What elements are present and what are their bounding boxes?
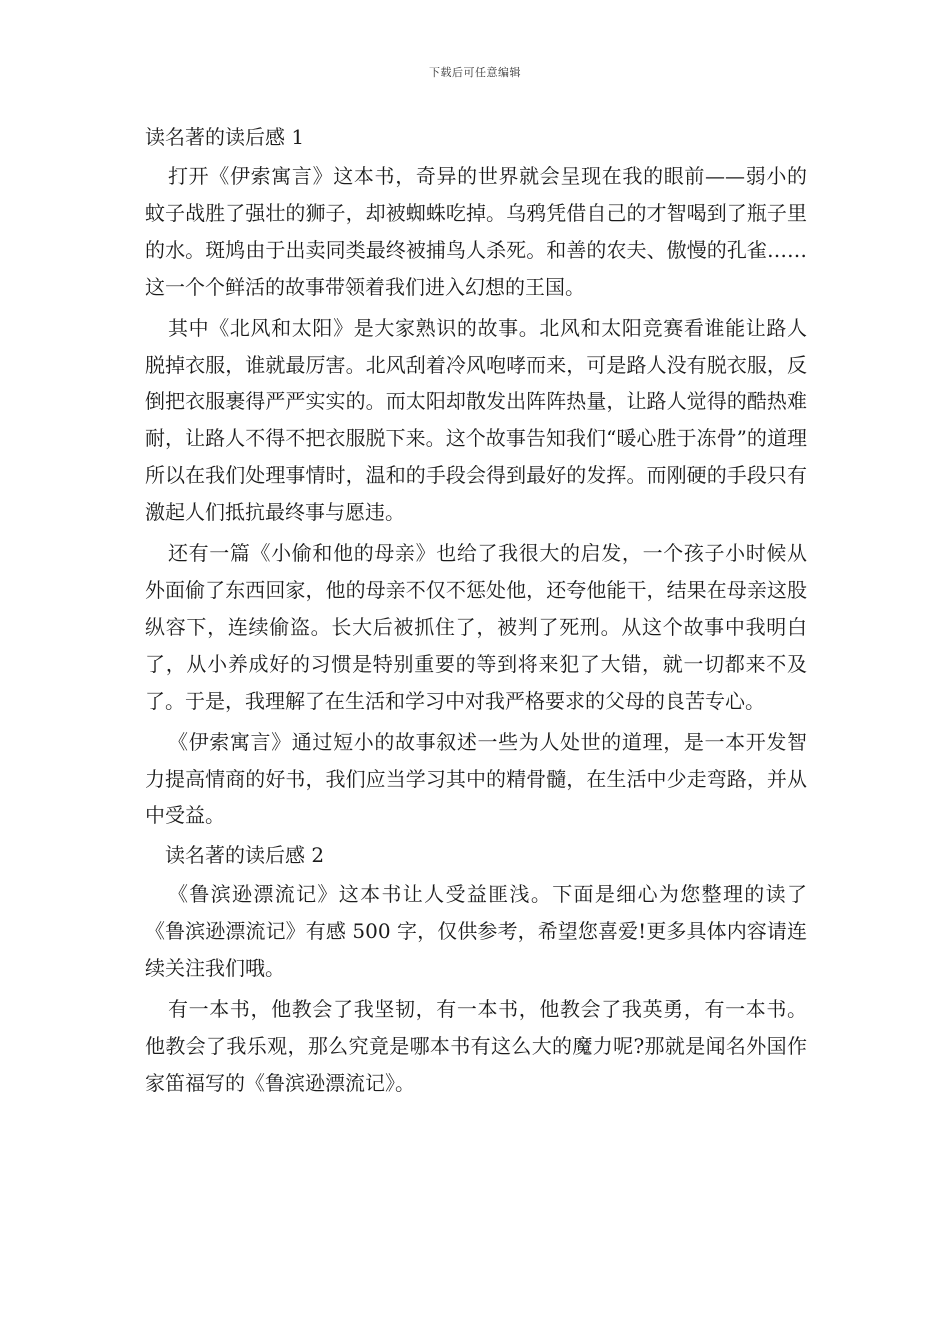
section-2-title: 读名著的读后感 2	[165, 843, 325, 868]
section-1-paragraph-2: 其中《北风和太阳》是大家熟识的故事。北风和太阳竞赛看谁能让路人脱掉衣服，谁就最厉害。北风刮着冷风咆哮而来，可是路人没有脱衣服，反倒把衣服裹得严严实实的。而太阳却散发出阵阵热量，让路人觉得的酷热难耐，让路人不得不把衣服脱下来。这个故事告知我们“暖心胜于冻骨”的道理所以在我们处理事情时，温和的手段会得到最好的发挥。而刚硬的手段只有激起人们抵抗最终事与愿违。	[145, 315, 807, 525]
section-1-title: 读名著的读后感 1	[145, 125, 305, 149]
section-2-paragraph-2: 有一本书，他教会了我坚韧，有一本书，他教会了我英勇，有一本书。他教会了我乐观，那么究竟是哪本书有这么大的魔力呢?那就是闻名外国作家笛福写的《鲁滨逊漂流记》。	[145, 997, 807, 1095]
section-1-paragraph-3: 还有一篇《小偷和他的母亲》也给了我很大的启发，一个孩子小时候从外面偷了东西回家，他的母亲不仅不惩处他，还夸他能干，结果在母亲这股纵容下，连续偷盗。长大后被抓住了，被判了死刑。从这个故事中我明白了，从小养成好的习惯是特别重要的等到将来犯了大错，就一切都来不及了。于是，我理解了在生活和学习中对我严格要求的父母的良苦专心。	[145, 541, 807, 713]
document-body	[145, 120, 807, 1106]
section-1-paragraph-4: 《伊索寓言》通过短小的故事叙述一些为人处世的道理，是一本开发智力提高情商的好书，我们应当学习其中的精骨髓，在生活中少走弯路，并从中受益。	[145, 729, 807, 828]
section-1-paragraph-1: 打开《伊索寓言》这本书，奇异的世界就会呈现在我的眼前——弱小的蚊子战胜了强壮的狮子，却被蜘蛛吃掉。乌鸦凭借自己的才智喝到了瓶子里的水。斑鸠由于出卖同类最终被捕鸟人杀死。和善的农夫、傲慢的孔雀……这一个个鲜活的故事带领着我们进入幻想的王国。	[145, 164, 807, 299]
section-2-paragraph-1: 《鲁滨逊漂流记》这本书让人受益匪浅。下面是细心为您整理的读了《鲁滨逊漂流记》有感 500 字，仅供参考，希望您喜爱!更多具体内容请连续关注我们哦。	[145, 882, 807, 981]
page-header-note: 下载后可任意编辑	[429, 66, 521, 79]
